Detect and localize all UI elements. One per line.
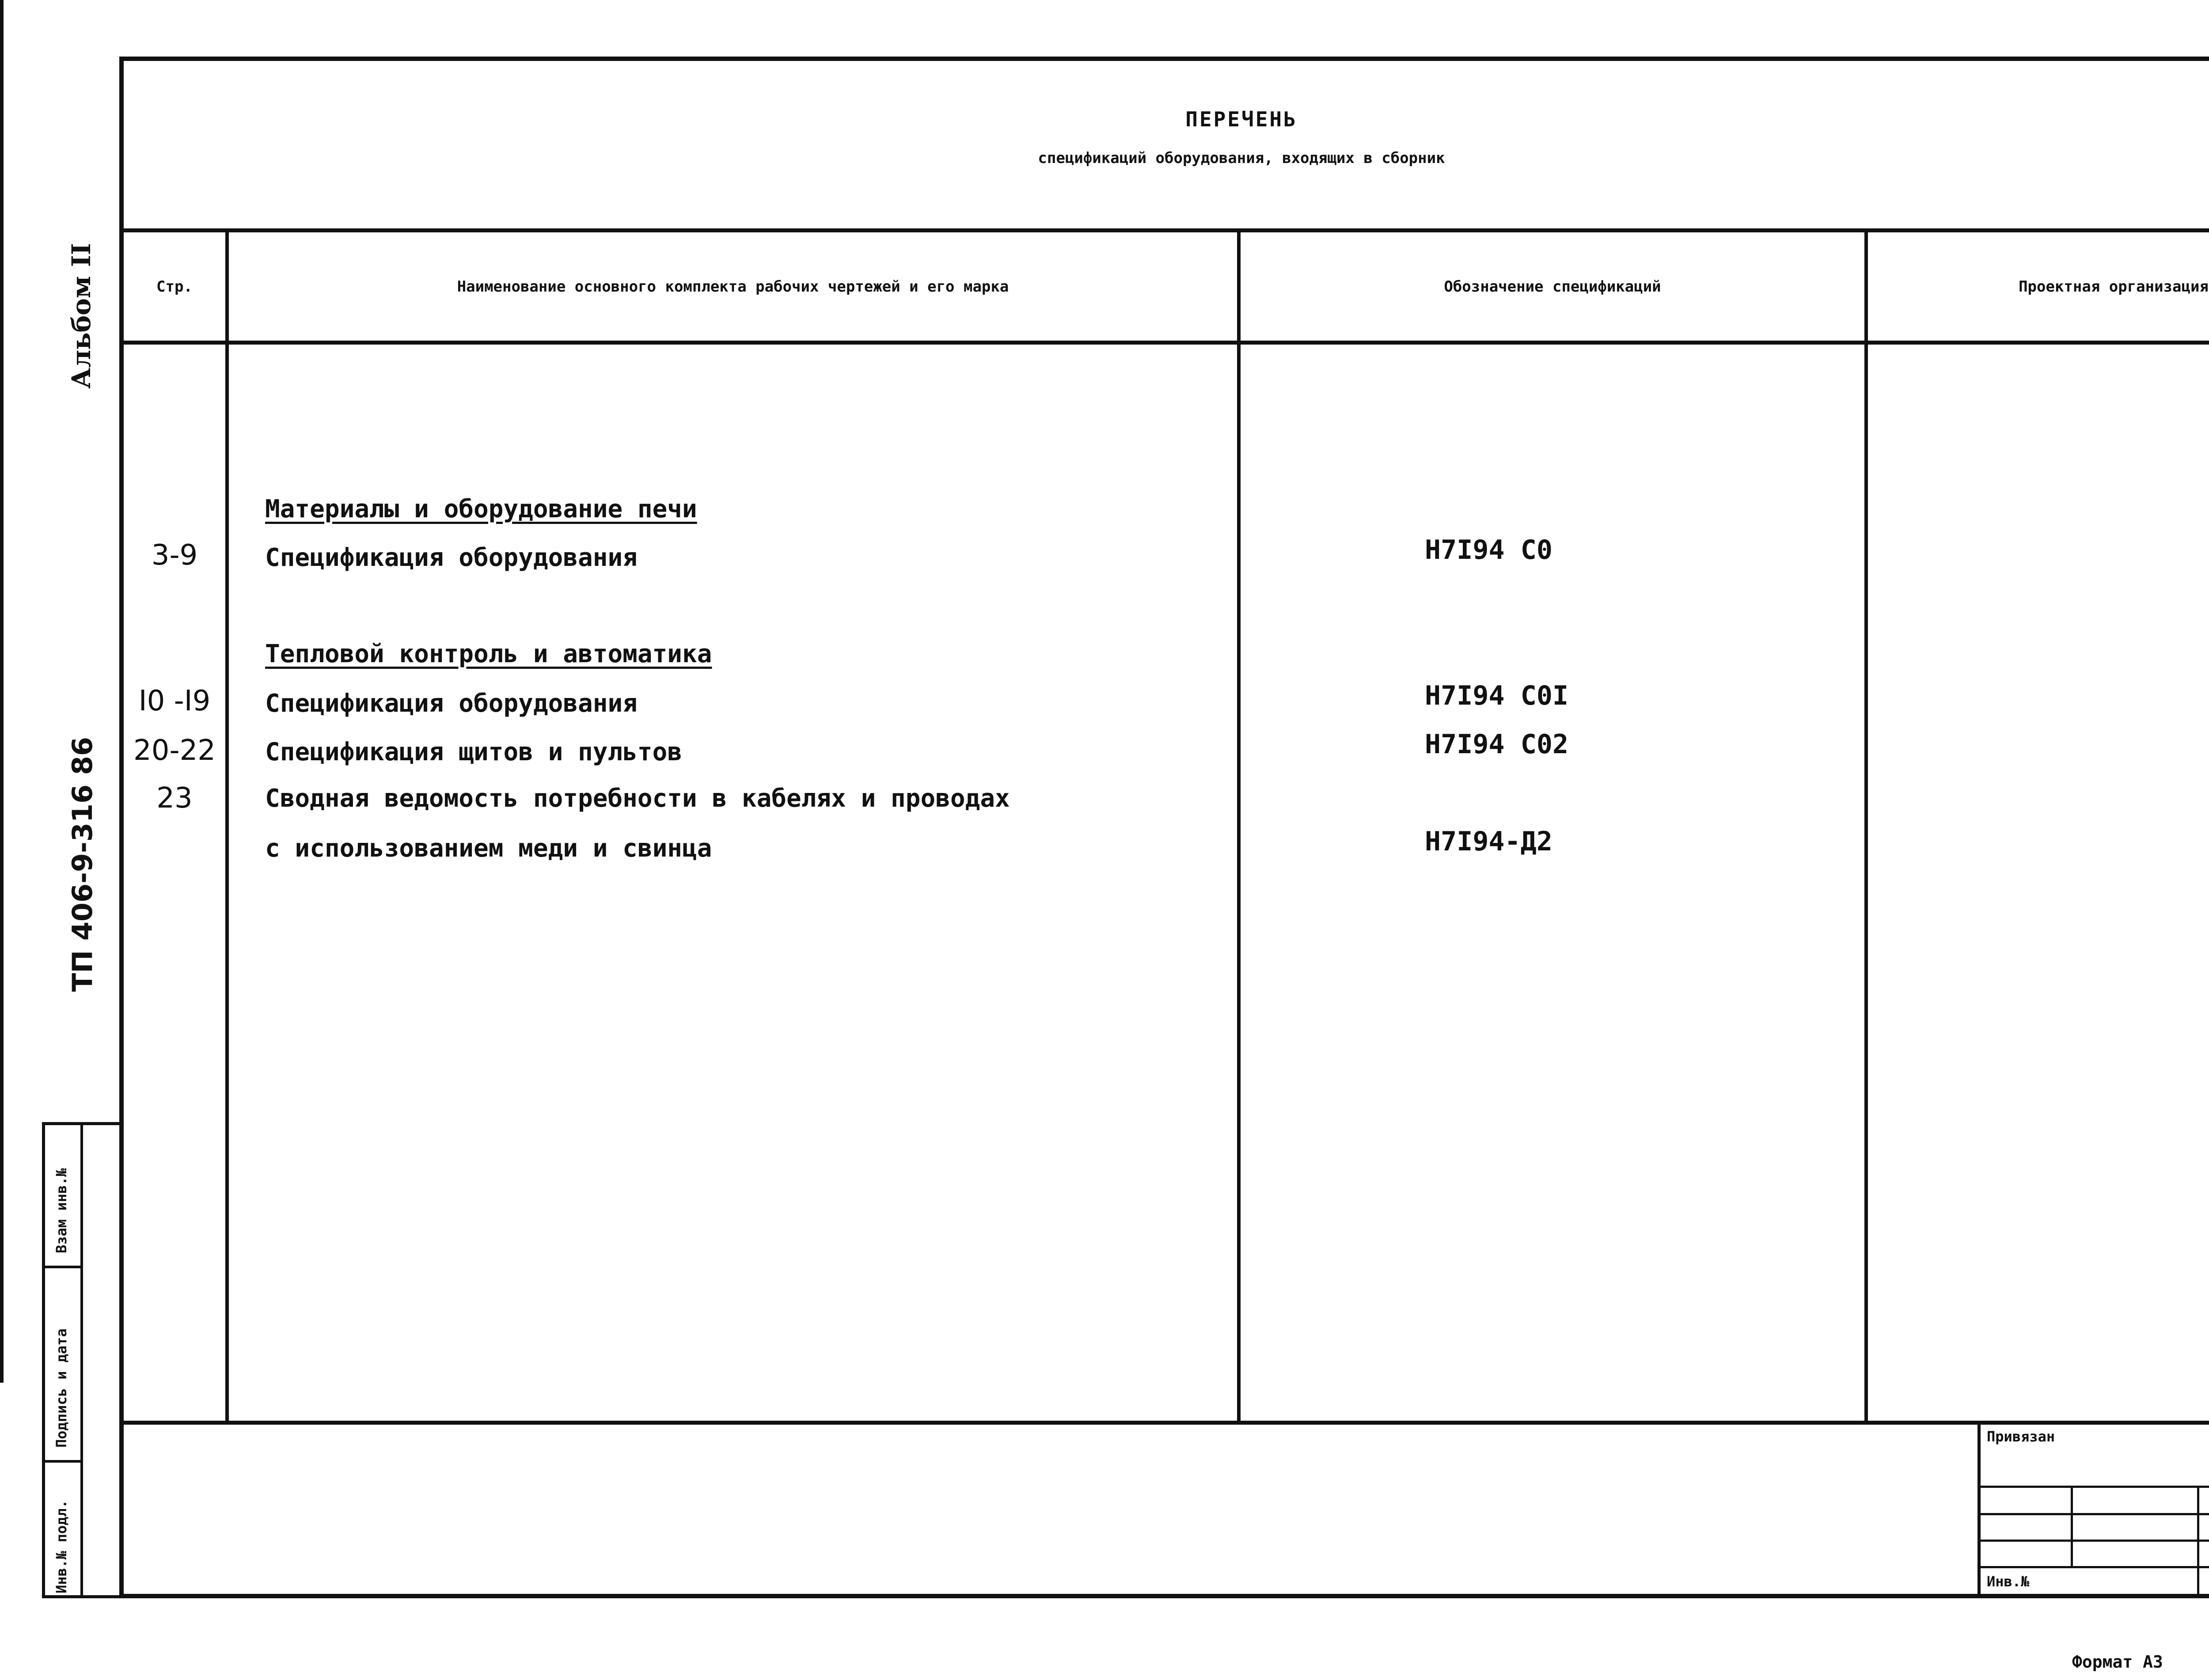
spec-code: Н7I94 С0	[1425, 535, 1552, 565]
page-reference: 20-22	[133, 734, 216, 767]
side-stamp-divider	[45, 1266, 80, 1268]
header-page: Стр.	[156, 277, 193, 296]
item-name-line2: с использованием меди и свинца	[265, 834, 712, 863]
page-reference: 23	[156, 782, 193, 815]
side-stamp-inv-orig-label: Инв.№ подл.	[53, 1500, 70, 1593]
stamp-privyazan-label: Привязан	[1987, 1428, 2055, 1445]
side-stamp-signature-date-label: Подпись и дата	[53, 1328, 70, 1448]
spec-code: Н7I94-Д2	[1425, 826, 1552, 857]
scan-edge-line	[0, 0, 4, 1383]
document-subtitle: спецификаций оборудования, входящих в сборник	[1038, 149, 1445, 167]
stamp-inv-no-label: Инв.№	[1987, 1573, 2030, 1590]
page-reference: 3-9	[151, 539, 198, 572]
stamp-grid-line	[1981, 1540, 2209, 1542]
header-designation: Обозначение спецификаций	[1444, 277, 1661, 296]
section-heading: Материалы и оборудование печи	[265, 495, 697, 523]
spec-code: Н7I94 С0I	[1425, 680, 1569, 711]
side-stamp-replace-inv-label: Взам инв.№	[53, 1168, 70, 1253]
stamp-grid-line	[2197, 1486, 2199, 1598]
item-name: Спецификация оборудования	[265, 689, 638, 718]
format-label: Формат А3	[2072, 1652, 2163, 1672]
document-title: ПЕРЕЧЕНЬ	[1185, 107, 1298, 131]
footer-band	[124, 1421, 2209, 1594]
table-header-row	[124, 232, 2209, 345]
stamp-grid-line	[1981, 1513, 2209, 1515]
side-stamp-labels-column	[45, 1125, 83, 1595]
item-name: Спецификация щитов и пультов	[265, 738, 683, 766]
title-band	[124, 61, 2209, 232]
album-label: Альбом II	[66, 243, 96, 389]
side-stamp	[42, 1122, 119, 1598]
section-heading: Тепловой контроль и автоматика	[265, 640, 712, 668]
stamp-grid-line	[1981, 1566, 2209, 1568]
header-organization: Проектная организация	[2019, 277, 2209, 296]
header-name: Наименование основного комплекта рабочих чертежей и его марка	[457, 277, 1009, 296]
stamp-grid-line	[1981, 1486, 2209, 1488]
item-name-line1: Сводная ведомость потребности в кабелях и проводах	[265, 784, 1010, 813]
project-code: ТП 406-9-316 86	[66, 736, 99, 992]
stamp-grid-line	[2071, 1486, 2073, 1566]
page-reference: I0 -I9	[138, 685, 211, 717]
title-block-stamp	[1977, 1425, 2209, 1598]
item-name: Спецификация оборудования	[265, 543, 638, 572]
side-stamp-divider	[45, 1460, 80, 1463]
drawing-frame	[119, 57, 2209, 1598]
spec-code: Н7I94 С02	[1425, 729, 1569, 760]
table-body	[124, 345, 2209, 1484]
